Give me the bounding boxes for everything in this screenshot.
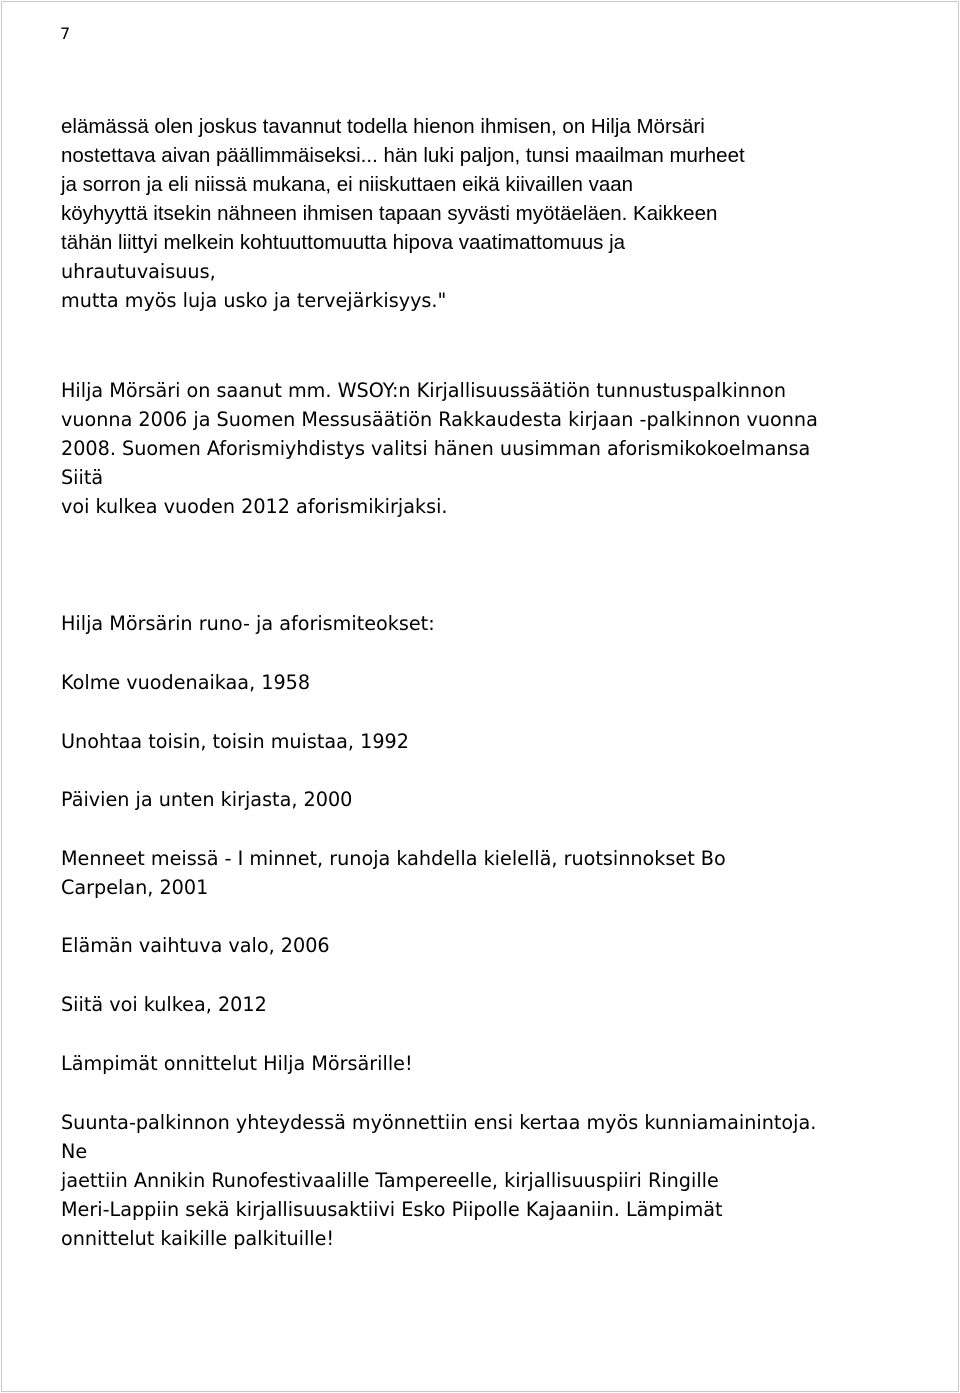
quote-line: nostettava aivan päällimmäiseksi... hän luki paljon, tunsi maailman murheet	[61, 144, 745, 167]
quote-line: ja sorron ja eli niissä mukana, ei niiskuttaen eikä kiivaillen vaan	[61, 173, 634, 196]
work-item: Elämän vaihtuva valo, 2006	[61, 934, 330, 957]
awards-line: voi kulkea vuoden 2012 aforismikirjaksi.	[61, 495, 448, 518]
awards-line: Hilja Mörsäri on saanut mm. WSOY:n Kirjallisuussäätiön tunnustuspalkinnon	[61, 379, 787, 402]
work-item-line: Menneet meissä - I minnet, runoja kahdella kielellä, ruotsinnokset Bo	[61, 847, 726, 870]
awards-line: 2008. Suomen Aforismiyhdistys valitsi hänen uusimman aforismikokoelmansa	[61, 437, 811, 460]
mentions-line: Meri-Lappiin sekä kirjallisuusaktiivi Esko Piipolle Kajaaniin. Lämpimät	[61, 1198, 723, 1221]
work-item-line: Carpelan, 2001	[61, 876, 209, 899]
document-page	[1, 1, 959, 1392]
mentions-paragraph	[61, 1108, 921, 1253]
awards-line: vuonna 2006 ja Suomen Messusäätiön Rakkaudesta kirjaan -palkinnon vuonna	[61, 408, 818, 431]
quote-paragraph	[61, 112, 921, 315]
work-item: Kolme vuodenaikaa, 1958	[61, 671, 311, 694]
quote-line: mutta myös luja usko ja tervejärkisyys."	[61, 289, 447, 312]
page-number: 7	[60, 24, 71, 43]
work-item: Unohtaa toisin, toisin muistaa, 1992	[61, 730, 409, 753]
mentions-line: Ne	[61, 1140, 88, 1163]
quote-line: köyhyyttä itsekin nähneen ihmisen tapaan syvästi myötäeläen. Kaikkeen	[61, 202, 718, 225]
work-item: Päivien ja unten kirjasta, 2000	[61, 788, 353, 811]
mentions-line: onnittelut kaikille palkituille!	[61, 1227, 335, 1250]
mentions-line: jaettiin Annikin Runofestivaalille Tampereelle, kirjallisuuspiiri Ringille	[61, 1169, 719, 1192]
work-item: Siitä voi kulkea, 2012	[61, 993, 267, 1016]
awards-line: Siitä	[61, 466, 104, 489]
quote-line: tähän liittyi melkein kohtuuttomuutta hipova vaatimattomuus ja	[61, 231, 626, 254]
quote-line: elämässä olen joskus tavannut todella hienon ihmisen, on Hilja Mörsäri	[61, 115, 705, 138]
works-heading: Hilja Mörsärin runo- ja aforismiteokset:	[61, 612, 435, 635]
mentions-line: Suunta-palkinnon yhteydessä myönnettiin ensi kertaa myös kunniamainintoja.	[61, 1111, 817, 1134]
awards-paragraph	[61, 376, 921, 521]
quote-line: uhrautuvaisuus,	[61, 260, 216, 283]
work-item	[61, 844, 921, 902]
congratulations-line: Lämpimät onnittelut Hilja Mörsärille!	[61, 1052, 413, 1075]
